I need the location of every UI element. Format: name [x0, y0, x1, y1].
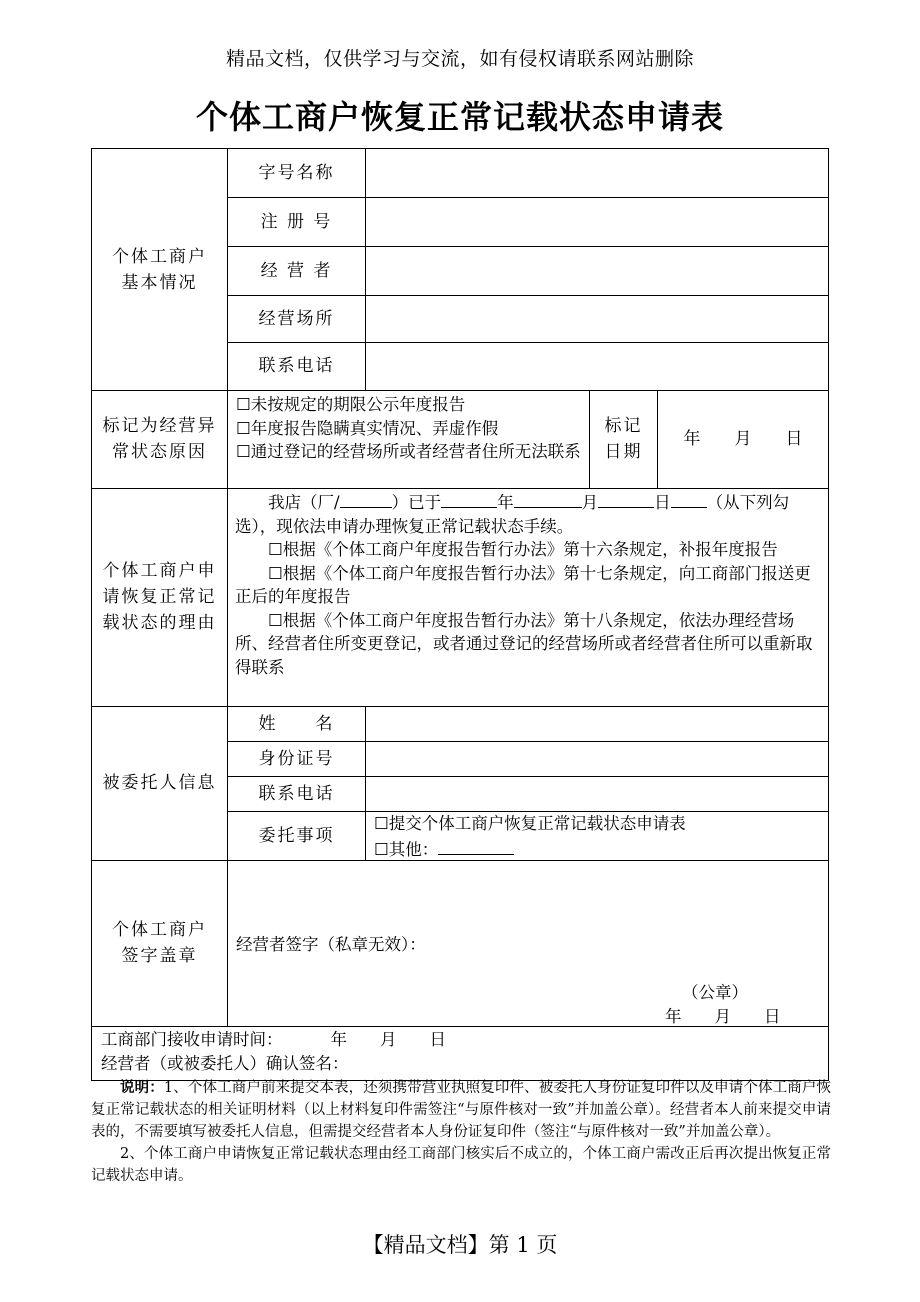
application-form — [91, 148, 829, 1081]
mark-reasons — [236, 393, 586, 464]
header-note: 精品文档，仅供学习与交流，如有侵权请联系网站删除 — [225, 48, 694, 70]
agent-name-input[interactable] — [366, 706, 828, 741]
confirm-signature[interactable]: 经营者（或被委托人）确认签名： — [101, 1054, 349, 1073]
agent-id-input[interactable] — [366, 741, 828, 776]
signature-label: 个体工商户 签字盖章 — [112, 920, 207, 966]
mark-date-label: 标记 日期 — [604, 416, 643, 462]
check-blank[interactable] — [671, 489, 707, 508]
receive-time-label: 工商部门接收申请时间： — [101, 1030, 283, 1049]
agent-matters — [374, 812, 824, 861]
reason-checkbox-3[interactable]: ☐通过登记的经营场所或者经营者住所无法联系 — [236, 442, 581, 461]
restore-reason-body — [235, 489, 820, 679]
year-blank[interactable] — [441, 489, 497, 508]
field-label-premises: 经营场所 — [258, 308, 335, 329]
matter-checkbox-other[interactable]: ☐其他： — [374, 836, 824, 862]
agent-phone-input[interactable] — [366, 776, 828, 811]
restore-option-1[interactable]: ☐根据《个体工商户年度报告暂行办法》第十六条规定，补报年度报告 — [268, 540, 778, 559]
matter-checkbox-submit[interactable]: ☐提交个体工商户恢复正常记载状态申请表 — [374, 814, 686, 833]
note-2: 2、个体工商户申请恢复正常记载状态理由经工商部门核实后不成立的，个体工商户需改正后再次提出恢复正常记载状态申请。 — [91, 1146, 831, 1184]
shop-name-input[interactable] — [366, 149, 828, 197]
reason-checkbox-2[interactable]: ☐年度报告隐瞒真实情况、弄虚作假 — [236, 418, 499, 438]
field-label-shop-name: 字号名称 — [258, 163, 335, 183]
page-title: 个体工商户恢复正常记载状态申请表 — [195, 98, 724, 136]
basic-info-label: 个体工商户 基本情况 — [112, 246, 207, 293]
agent-label-id: 身份证号 — [258, 748, 335, 769]
agent-info-label: 被委托人信息 — [102, 773, 217, 793]
agent-label-name: 姓 名 — [258, 713, 335, 734]
operator-input[interactable] — [366, 246, 828, 295]
premises-input[interactable] — [366, 295, 828, 342]
agent-label-phone: 联系电话 — [258, 783, 335, 804]
day-blank[interactable] — [598, 489, 654, 508]
phone-input[interactable] — [366, 342, 828, 390]
restore-intro: 我店（厂/ ）已于 年 月 日 （从下列勾选），现依法申请办理恢复正常记载状态手续。 — [235, 489, 820, 538]
page-footer: 【精品文档】第 1 页 — [362, 1233, 558, 1257]
receive-time — [101, 1028, 446, 1052]
reason-checkbox-1[interactable]: ☐未按规定的期限公示年度报告 — [236, 395, 466, 414]
receive-time-date[interactable]: 年 月 日 — [330, 1030, 446, 1049]
store-name-blank[interactable] — [340, 489, 392, 508]
mark-reason-label: 标记为经营异 常状态原因 — [102, 416, 217, 462]
month-blank[interactable] — [514, 489, 582, 508]
notes — [91, 1077, 831, 1187]
restore-option-2[interactable]: ☐根据《个体工商户年度报告暂行办法》第十七条规定，向工商部门报送更正后的年度报告 — [235, 563, 811, 606]
field-label-operator: 经 营 者 — [260, 260, 333, 281]
agent-label-matters: 委托事项 — [258, 825, 335, 846]
official-seal: （公章） — [682, 983, 748, 1002]
mark-date-value[interactable]: 年 月 日 — [683, 429, 803, 449]
field-label-reg-no: 注 册 号 — [260, 211, 333, 232]
signature-field[interactable]: 经营者签字（私章无效）： — [236, 935, 426, 954]
restore-reason-label: 个体工商户申 请恢复正常记 载状态的理由 — [102, 561, 217, 633]
reg-no-input[interactable] — [366, 197, 828, 246]
note-1: 说明：1、个体工商户前来提交本表，还须携带营业执照复印件、被委托人身份证复印件以及申请个体工商户恢复正常记载状态的相关证明材料（以上材料复印件需签注“与原件核对一致”并加盖公章）。经营者本人前来提交申请表的，不需要填写被委托人信息，但需提交经营者本人身份证复印件（签注“与原件核对一致”并加盖公章）。 — [91, 1079, 832, 1140]
field-label-phone: 联系电话 — [258, 356, 335, 376]
signature-date[interactable]: 年 月 日 — [665, 1007, 781, 1026]
other-blank[interactable] — [438, 836, 514, 855]
restore-option-3[interactable]: ☐根据《个体工商户年度报告暂行办法》第十八条规定，依法办理经营场所、经营者住所变更登记，或者通过登记的经营场所或者经营者住所可以重新取得联系 — [235, 610, 813, 677]
